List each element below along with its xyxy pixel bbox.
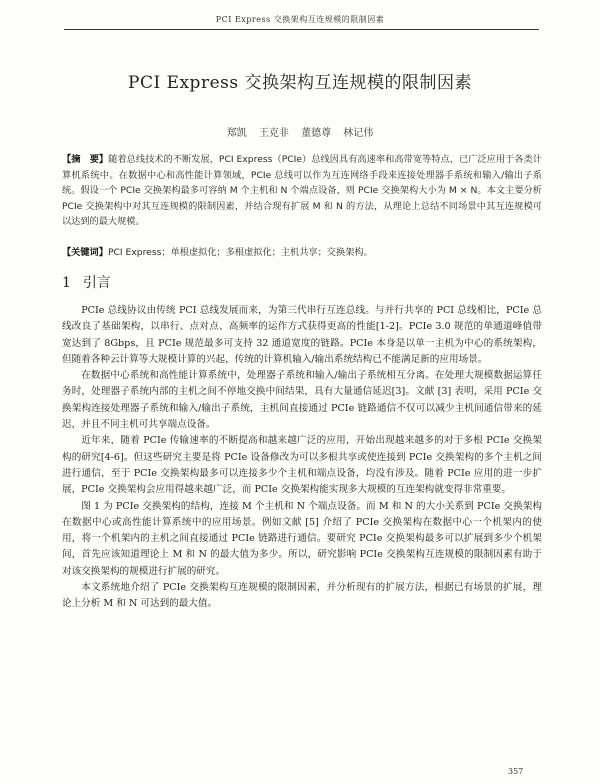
author-name: 林记伟 <box>343 128 374 139</box>
author-name: 王克非 <box>258 128 289 139</box>
keywords-label: 【关键词】 <box>62 247 108 258</box>
section-title: 引言 <box>82 275 111 291</box>
keywords <box>62 245 542 260</box>
paragraph: 在数据中心系统和高性能计算系统中，处理器子系统和输入/输出子系统相互分离。在处理大规模数据运算任务时，处理器子系统内部的主机之间不停地交换中间结果，具有大量通信延迟[3]。文献 [3] 表明，采用 PCIe 交换架构连接处理器子系统和输入/输出子系统，主机间直接通过 PCIe 链路通信不仅可以减少主机间通信带来的延迟，并且不同主机可共享端点设备。 <box>62 370 542 431</box>
section-number: 1 <box>62 275 71 291</box>
abstract-text: 随着总线技术的不断发展，PCI Express（PCIe）总线因具有高速率和高带宽等特点，已广泛应用于各类计算机系统中。在数据中心和高性能计算领域，PCIe 总线可以作为互连网络手段来连接处理器手系统和输入/输出子系统。假设一个 PCIe 交换架构最多可容纳 M 个主机和 N 个端点设备，则 PCIe 交换架构大小为 M × N。本文主要分析 PCIe 交换架构中对其互连规模的限制因素，并结合现有扩展 M 和 N 的方法，从理论上总结不同场景中其互连规模可以达到的最大规模。 <box>62 154 542 227</box>
running-header: PCI Express 交换架构互连规模的限制因素 <box>215 15 385 24</box>
paragraph: 图 1 为 PCIe 交换架构的结构，连接 M 个主机和 N 个端点设备。而 M 和 N 的大小关系到 PCIe 交换架构在数据中心或高性能计算系统中的应用场景。例如文献 [5] 介绍了 PCIe 交换架构在数据中心一个机架内的使用，将一个机架内的主机之间直接通过 PCIe 链路进行通信。要研究 PCIe 交换架构最多可以扩展到多少个机架间，首先应该知道理论上 M 和 N 的最大值为多少。所以，研究影响 PCIe 交换架构互连规模的限制因素有助于对该交换架构的规模进行扩展的研究。 <box>62 500 542 577</box>
header-rule <box>64 29 539 30</box>
paragraph: 近年来，随着 PCIe 传输速率的不断提高和越来越广泛的应用，开始出现越来越多的对于多根 PCIe 交换架构的研究[4-6]。但这些研究主要是将 PCIe 设备修改为可以多根共享或使连接到 PCIe 交换架构的多个主机之间进行通信，至于 PCIe 交换架构最多可以连接多少个主机和端点设备，均没有涉及。随着 PCIe 应用的进一步扩展，PCIe 交换架构会应用得越来越广泛，而 PCIe 交换架构能实现多大规模的互连架构就变得非常重要。 <box>62 435 542 496</box>
abstract-label: 【摘 要】 <box>62 154 109 165</box>
abstract <box>62 152 542 230</box>
paragraph: 本文系统地介绍了 PCIe 交换架构互连规模的限制因素，并分析现有的扩展方法，根据已有场景的扩展，理论上分析 M 和 N 可达到的最大值。 <box>62 582 542 610</box>
paragraph: PCIe 总线协议由传统 PCI 总线发展而来，为第三代串行互连总线。与并行共享的 PCI 总线相比，PCIe 总线改良了基础架构，以串行、点对点、高频率的运作方式获得更高的性能[1-2]。PCIe 3.0 规范的单通道峰值带宽达到了 8Gbps，且 PCIe 规范最多可支持 32 通道宽度的链路。PCIe 本身是以单一主机为中心的系统架构，但随着各种云计算等大规模计算的兴起，传统的计算机输入/输出系统结构已不能满足新的应用场景。 <box>62 305 542 365</box>
author-list <box>0 124 600 139</box>
paper-title: PCI Express 交换架构互连规模的限制因素 <box>128 73 472 93</box>
body-text <box>62 303 542 613</box>
keywords-text: PCI Express；单根虚拟化；多根虚拟化；主机共享；交换架构。 <box>107 247 373 258</box>
author-name: 郑凯 <box>226 128 247 139</box>
page-number: 357 <box>508 767 524 776</box>
author-name: 董德尊 <box>301 128 332 139</box>
section-heading <box>62 272 111 292</box>
